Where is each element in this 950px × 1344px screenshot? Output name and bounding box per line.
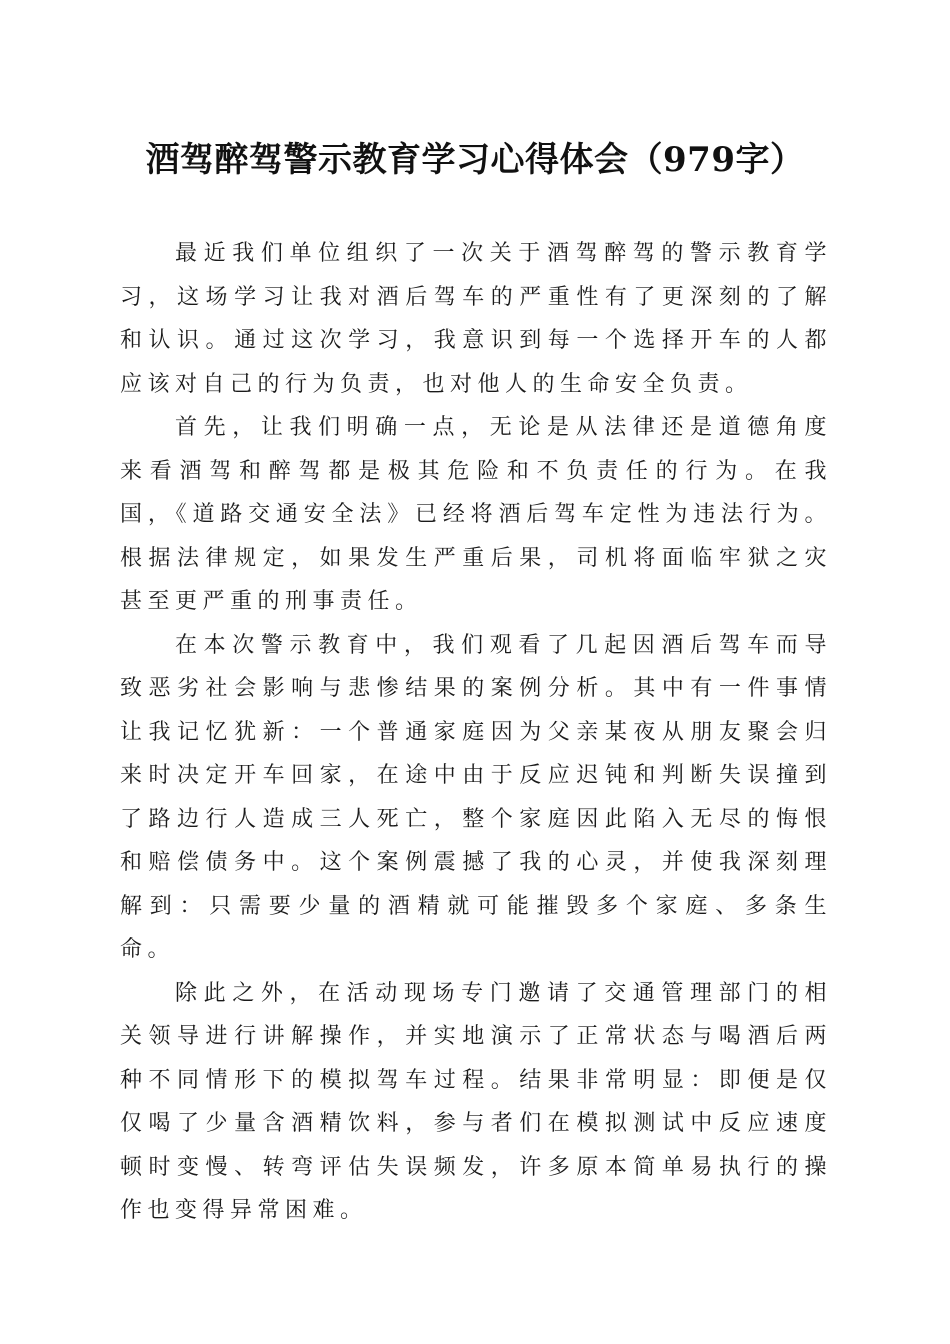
document-body xyxy=(120,232,832,1233)
paragraph-simulation: 除此之外，在活动现场专门邀请了交通管理部门的相关领导进行讲解操作，并实地演示了正常状态与喝酒后两种不同情形下的模拟驾车过程。结果非常明显：即便是仅仅喝了少量含酒精饮料，参与者们在模拟测试中反应速度顿时变慢、转弯评估失误频发，许多原本简单易执行的操作也变得异常困难。 xyxy=(120,980,832,1223)
document-title: 酒驾醉驾警示教育学习心得体会（979字） xyxy=(145,140,805,180)
paragraph-law: 首先，让我们明确一点，无论是从法律还是道德角度来看酒驾和醉驾都是极其危险和不负责任的行为。在我国，《道路交通安全法》已经将酒后驾车定性为违法行为。根据法律规定，如果发生严重后果，司机将面临牢狱之灾甚至更严重的刑事责任。 xyxy=(120,415,832,614)
paragraph-case-study: 在本次警示教育中，我们观看了几起因酒后驾车而导致恶劣社会影响与悲惨结果的案例分析。其中有一件事情让我记忆犹新：一个普通家庭因为父亲某夜从朋友聚会归来时决定开车回家，在途中由于反应迟钝和判断失误撞到了路边行人造成三人死亡，整个家庭因此陷入无尽的悔恨和赔偿债务中。这个案例震撼了我的心灵，并使我深刻理解到：只需要少量的酒精就可能摧毁多个家庭、多条生命。 xyxy=(120,632,832,962)
paragraph-intro: 最近我们单位组织了一次关于酒驾醉驾的警示教育学习，这场学习让我对酒后驾车的严重性有了更深刻的了解和认识。通过这次学习，我意识到每一个选择开车的人都应该对自己的行为负责，也对他人的生命安全负责。 xyxy=(120,241,832,397)
